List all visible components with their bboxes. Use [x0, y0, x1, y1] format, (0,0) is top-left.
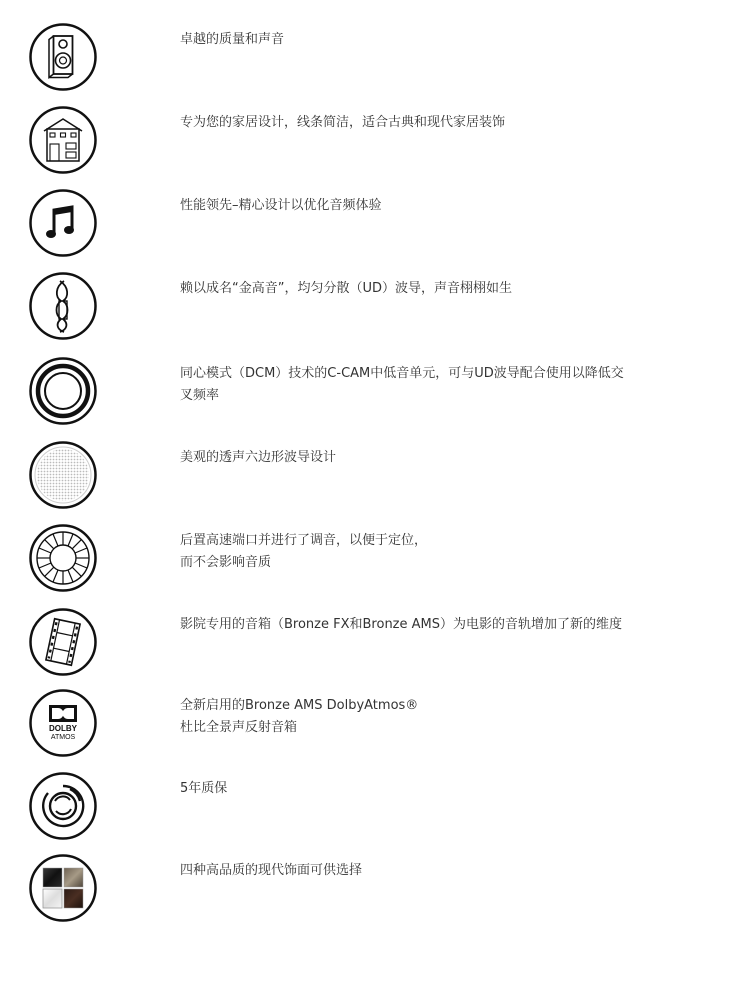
feature-line: 赖以成名“金高音”，均匀分散（UD）波导，声音栩栩如生: [180, 281, 512, 296]
feature-line: 叉频率: [180, 388, 220, 403]
feature-text: [180, 695, 710, 739]
feature-text: [180, 278, 710, 300]
feature-text: [180, 363, 710, 407]
feature-text: [180, 29, 710, 51]
feature-line: 卓越的质量和声音: [180, 32, 285, 47]
music-note-icon: [28, 188, 98, 258]
feature-line: 全新启用的Bronze AMS DolbyAtmos®: [180, 698, 419, 713]
house-icon: [28, 105, 98, 175]
dolby-atmos-icon: [28, 688, 98, 758]
feature-line: 性能领先–精心设计以优化音频体验: [180, 198, 382, 213]
feature-text: [180, 530, 710, 574]
svg-text:DOLBY: DOLBY: [49, 724, 77, 733]
finish-swatches-icon: [28, 853, 98, 923]
feature-text: [180, 860, 710, 882]
ud-waveguide-icon: [28, 271, 98, 341]
feature-text: [180, 614, 710, 636]
feature-line: 专为您的家居设计，线条简洁，适合古典和现代家居装饰: [180, 115, 506, 130]
feature-text: [180, 112, 710, 134]
feature-line: 杜比全景声反射音箱: [180, 720, 298, 735]
concentric-rings-icon: [28, 356, 98, 426]
feature-line: 同心模式（DCM）技术的C-CAM中低音单元，可与UD波导配合使用以降低交: [180, 366, 624, 381]
film-strip-icon: [28, 607, 98, 677]
feature-line: 影院专用的音箱（Bronze FX和Bronze AMS）为电影的音轨增加了新的维度: [180, 617, 622, 632]
feature-line: 后置高速端口并进行了调音，以便于定位，: [180, 533, 428, 548]
svg-text:ATMOS: ATMOS: [50, 734, 76, 741]
feature-line: 美观的透声六边形波导设计: [180, 450, 337, 465]
feature-text: [180, 447, 710, 469]
hex-grille-icon: [28, 440, 98, 510]
feature-line: 四种高品质的现代饰面可供选择: [180, 863, 363, 878]
feature-line: 而不会影响音质: [180, 555, 272, 570]
speaker-icon: [28, 22, 98, 92]
feature-line: 5年质保: [180, 781, 228, 796]
feature-text: [180, 778, 710, 800]
rear-port-icon: [28, 523, 98, 593]
feature-text: [180, 195, 710, 217]
warranty-icon: [28, 771, 98, 841]
